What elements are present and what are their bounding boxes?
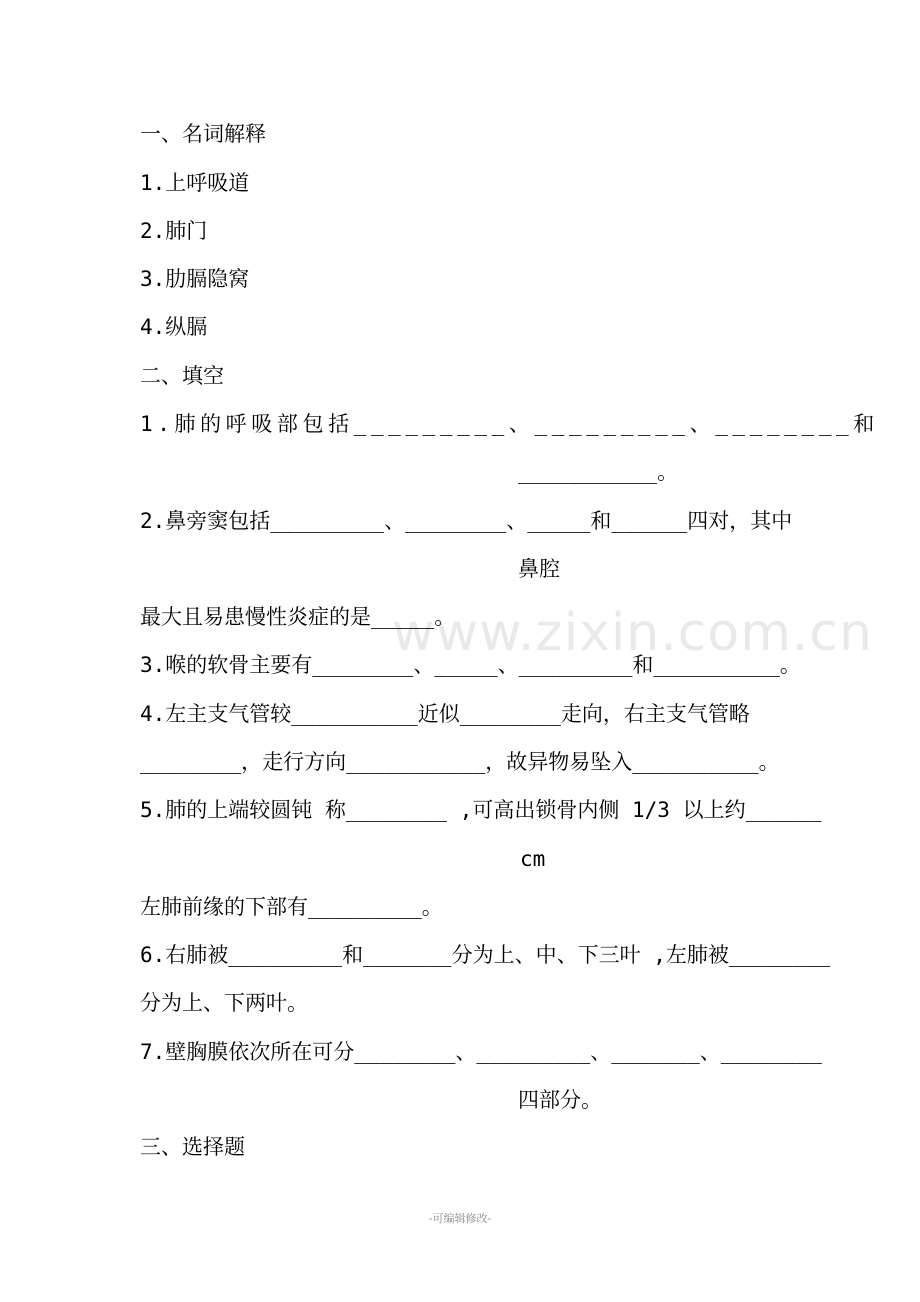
fill-q5-line1: 5.肺的上端较圆钝 称________ ,可高出锁骨内侧 1/3 以上约______ — [140, 798, 822, 822]
fill-q2-line2: 鼻腔 — [518, 557, 560, 581]
fill-q1-line1: 1.肺的呼吸部包括_________、_________、________和 — [140, 412, 879, 436]
term-item-4: 4.纵膈 — [140, 315, 208, 339]
term-item-1: 1.上呼吸道 — [140, 171, 250, 195]
term-item-3: 3.肋膈隐窝 — [140, 267, 250, 291]
term-item-2: 2.肺门 — [140, 219, 208, 243]
page-footer: -可编辑修改- — [428, 1212, 492, 1225]
fill-q6-line2: 分为上、下两叶。 — [140, 991, 308, 1015]
fill-q3: 3.喉的软骨主要有________、_____、_________和__________。 — [140, 653, 801, 677]
fill-q2-line1: 2.鼻旁窦包括_________、________、_____和______四对，其中 — [140, 509, 793, 533]
fill-q2-line3: 最大且易患慢性炎症的是_____。 — [140, 605, 456, 629]
fill-q1-line2: ___________。 — [518, 460, 679, 484]
fill-q6-line1: 6.右肺被_________和_______分为上、中、下三叶 ,左肺被________ — [140, 943, 831, 967]
fill-q7-line1: 7.壁胸膜依次所在可分________、_________、_______、________ — [140, 1040, 822, 1064]
fill-q7-line2: 四部分。 — [518, 1088, 602, 1112]
fill-q4-line1: 4.左主支气管较__________近似________走向，右主支气管略 — [140, 702, 750, 726]
watermark: www.zixin.com.cn — [392, 603, 873, 663]
fill-q5-line3: 左肺前缘的下部有_________。 — [140, 895, 443, 919]
fill-q4-line2: ________，走行方向___________，故异物易坠入__________。 — [140, 750, 780, 774]
section3-heading: 三、选择题 — [140, 1135, 245, 1159]
section1-heading: 一、名词解释 — [140, 122, 266, 146]
section2-heading: 二、填空 — [140, 364, 224, 388]
fill-q5-line2: cm — [520, 847, 546, 871]
